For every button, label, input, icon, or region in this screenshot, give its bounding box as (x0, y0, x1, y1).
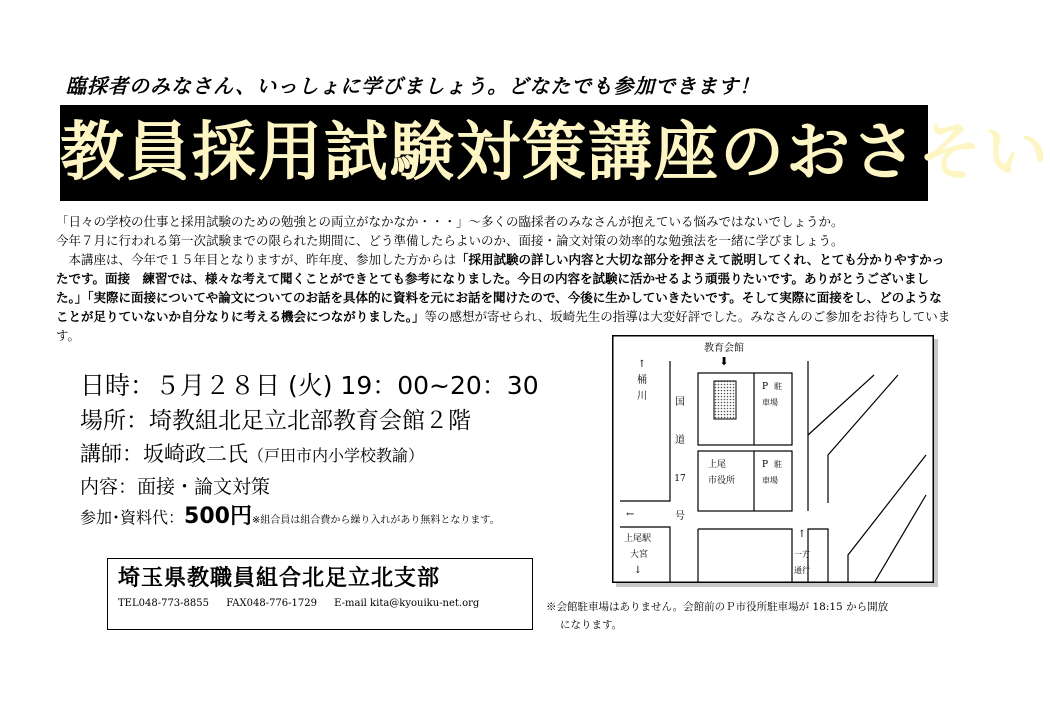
tel-number: TEL048-773-8855 (118, 598, 209, 609)
lecturer-affiliation: （戸田市内小学校教諭） (248, 446, 425, 465)
intro-paragraph-2 (56, 250, 952, 345)
city-hall-label-2: 市役所 (708, 476, 736, 486)
access-map (612, 335, 934, 583)
omiya-arrow: ↓ (633, 565, 643, 576)
content-value: 面接・論文対策 (137, 476, 271, 498)
fee-row (80, 502, 610, 536)
okegawa-arrow: ↑ (637, 359, 647, 370)
email-address: E-mail kita@kyouiku-net.org (334, 598, 480, 609)
parking-top-label-2: 車場 (762, 398, 778, 407)
okegawa-label-1: 桶 (637, 375, 647, 386)
parking-note-line-1: ※会館駐車場はありません。会館前のＰ市役所駐車場が 18:15 から開放 (546, 601, 889, 613)
one-way-arrow: ↑ (797, 529, 807, 540)
parking-top-p: P (762, 382, 769, 392)
lecturer-label: 講師： (80, 442, 143, 466)
fee-label: 参加･資料代： (80, 508, 185, 527)
route-label-1: 国 (675, 397, 685, 408)
datetime-label: 日時： (80, 371, 156, 400)
intro-text (56, 212, 952, 345)
place-value: 埼教組北足立北部教育会館２階 (149, 408, 471, 434)
place-row (80, 404, 610, 438)
route-label-4: 号 (675, 511, 685, 522)
route-label-2: 道 (675, 435, 685, 446)
parking-bottom-label-2: 車場 (762, 476, 778, 485)
content-row (80, 472, 610, 502)
datetime-value: ５月２８日 (火) 19：00~20：30 (155, 371, 539, 400)
one-way-label-1: 一方 (794, 550, 810, 559)
lecturer-row (80, 438, 610, 472)
fax-number: FAX048-776-1729 (226, 598, 317, 609)
station-arrow: ← (626, 509, 635, 520)
parking-bottom-p: P (762, 460, 769, 470)
hall-label: 教育会館 (704, 343, 744, 354)
tagline: 臨採者のみなさん、いっしょに学びましょう。どなたでも参加できます！ (66, 74, 761, 98)
place-label: 場所： (80, 408, 149, 434)
parking-bottom-label-1: 駐 (774, 460, 782, 469)
content-label: 内容： (80, 476, 138, 498)
event-details (80, 368, 610, 536)
okegawa-label-2: 川 (637, 391, 647, 402)
hall-building (714, 381, 736, 419)
banner-title: 教員採用試験対策講座のおさそい (60, 105, 928, 201)
station-label: 上尾駅 (624, 534, 652, 544)
datetime-row (80, 368, 610, 404)
parking-note (546, 598, 966, 634)
lecturer-value: 坂崎政二氏 (143, 442, 248, 466)
intro-line-1: 「日々の学校の仕事と採用試験のための勉強との両立がなかなか・・・」～多くの臨採者のみなさんが抱えている悩みではないでしょうか。 (56, 214, 844, 229)
organization-name: 埼玉県教職員組合北足立北支部 (118, 566, 441, 591)
one-way-label-2: 通行 (794, 566, 810, 575)
intro-testimonials: 「採用試験の詳しい内容と大切な部分を押さえて説明してくれ、とても分かりやすかったです。面接 練習では、様々な考えて聞くことができとても参考になりました。今日の内容を試験に活かせるよう頑張りたいです。ありがとうございました。」「実際に面接についてや論文についてのお話を具体的に資料を元にお話を聞けたので、今後に生かしていきたいです。そして実際に面接をし、どのようなことが足りていないか自分なりに考える機会につながりました。」 (56, 252, 945, 324)
city-hall-label-1: 上尾 (708, 460, 727, 470)
hall-arrow: ⬇ (719, 355, 729, 368)
route-label-3: 17 (674, 474, 686, 484)
contact-box (107, 558, 533, 630)
parking-note-line-2: になります。 (560, 619, 623, 631)
parking-top-label-1: 駐 (774, 382, 782, 391)
intro-p2-start: 本講座は、今年で１５年目となりますが、昨年度、参加した方からは (56, 252, 457, 267)
omiya-label: 大宮 (630, 550, 649, 560)
fee-note: ※組合員は組合費から繰り入れがあり無料となります。 (251, 515, 500, 526)
fee-value: 500円 (184, 504, 252, 529)
contact-lines (118, 595, 522, 613)
access-map-svg (612, 335, 934, 583)
intro-p2-end: 等の感想が寄せられ、坂崎先生の指導は大変好評でした。みなさんのご参加をお待ちしています。 (56, 309, 951, 343)
intro-line-2: 今年７月に行われる第一次試験までの限られた期間に、どう準備したらよいのか、面接・論文対策の効率的な勉強法を一緒に学びましょう。 (56, 233, 844, 248)
